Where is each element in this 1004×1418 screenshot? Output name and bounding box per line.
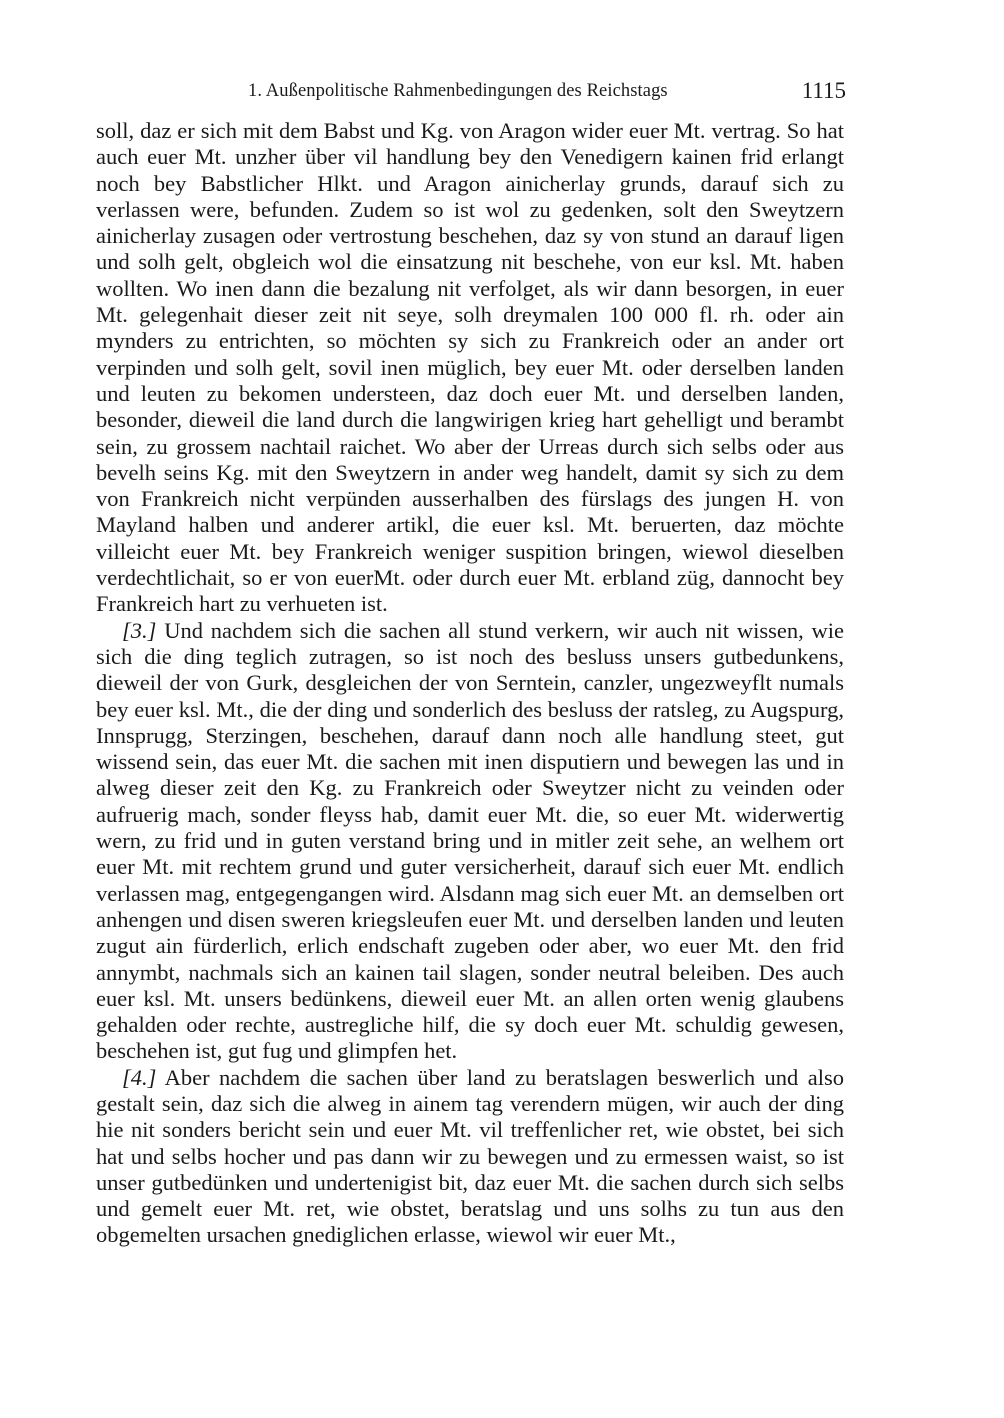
- paragraph-text: Und nachdem sich die sachen all stund verkern, wir auch nit wissen, wie sich die ding teglich zutragen, so ist noch des besluss unsers gutbedunkens, dieweil der von Gurk, desgleichen der von Serntein, canzler, ungezweyflt numals bey euer ksl. Mt., die der ding und sonderlich des besluss der ratsleg, zu Augspurg, Innsprugg, Sterzingen, beschehen, darauf dann noch alle handlung steet, gut wissend sein, das euer Mt. die sachen mit inen disputiern und bewegen las und in alweg dieser zeit den Kg. zu Frankreich oder Sweytzer nicht zu veinden oder aufruerig mach, sonder fleyss hab, damit euer Mt. die, so euer Mt. widerwertig wern, zu frid und in guten verstand bring und in mitler zeit sehe, an welhem ort euer Mt. mit rechtem grund und guter versicherheit, darauf sich euer Mt. endlich verlassen mag, entgegengangen wird. Alsdann mag sich euer Mt. an demselben ort anhengen und disen sweren kriegsleufen euer Mt. und derselben landen und leuten zugut ain fürderlich, erlich endschaft zugeben oder aber, wo euer Mt. den frid annymbt, nachmals sich an kainen tail slagen, sonder neutral beleiben. Des auch euer ksl. Mt. unsers bedünkens, dieweil euer Mt. an allen orten wenig glaubens gehalden oder rechte, austregliche hilf, die sy doch euer Mt. schuldig gewesen, beschehen ist, gut fug und glimpfen het.: [96, 617, 844, 1064]
- paragraph-marker: [3.]: [122, 617, 157, 643]
- paragraph-3: [96, 618, 844, 1065]
- page-header: [96, 78, 846, 106]
- paragraph-continuation: [96, 118, 844, 618]
- paragraph-text: soll, daz er sich mit dem Babst und Kg. von Aragon wider euer Mt. vertrag. So hat auch euer Mt. unzher über vil handlung bey den Venedigern kainen frid erlangt noch bey Babstlicher Hlkt. und Aragon ainicherlay grunds, darauf sich zu verlassen were, befunden. Zudem so ist wol zu gedenken, solt den Sweytzern ainicherlay zusagen oder vertrostung beschehen, daz sy von stund an darauf ligen und solh gelt, obgleich wol die einsatzung nit beschehe, von eur ksl. Mt. haben wollten. Wo inen dann die bezalung nit verfolget, als wir dann besorgen, in euer Mt. gelegenhait dieser zeit nit seye, solh dreymalen 100 000 fl. rh. oder ain mynders zu entrichten, so möchten sy sich zu Frankreich oder an ander ort verpinden und solh gelt, sovil inen müglich, bey euer Mt. oder derselben landen und leuten zu bekomen understeen, daz doch euer Mt. und derselben landen, besonder, dieweil die land durch die langwirigen krieg hart gehelligt und berambt sein, zu grossem nachtail raichet. Wo aber der Urreas durch sich selbs oder aus bevelh seins Kg. mit den Sweytzern in ander weg handelt, damit sy sich zu dem von Frankreich nicht verpünden ausserhalben des fürslags des jungen H. von Mayland halben und anderer artikl, die euer ksl. Mt. beruerten, daz möchte villeicht euer Mt. bey Frankreich weniger suspition bringen, wiewol dieselben verdechtlichait, so er von euerMt. oder durch euer Mt. erbland züg, dannocht bey Frankreich hart zu verhueten ist.: [96, 118, 844, 617]
- page-number: 1115: [801, 78, 846, 103]
- body-text: [96, 118, 844, 1249]
- paragraph-text: Aber nachdem die sachen über land zu beratslagen beswerlich und also gestalt sein, daz sich die alweg in ainem tag verendern mügen, wir auch der ding hie nit sonders bericht sein und euer Mt. vil treffenlicher ret, wie obstet, bei sich hat und selbs hocher und pas dann wir zu bewegen und zu ermessen waist, so ist unser gutbedünken und undertenigist bit, daz euer Mt. die sachen durch sich selbs und gemelt euer Mt. ret, wie obstet, beratslag und uns solhs zu tun aus den obgemelten ursachen gnediglichen erlasse, wiewol wir euer Mt.,: [96, 1064, 844, 1248]
- paragraph-4: [96, 1065, 844, 1249]
- running-title: 1. Außenpolitische Rahmenbedingungen des Reichstags: [248, 81, 668, 101]
- paragraph-marker: [4.]: [122, 1064, 157, 1090]
